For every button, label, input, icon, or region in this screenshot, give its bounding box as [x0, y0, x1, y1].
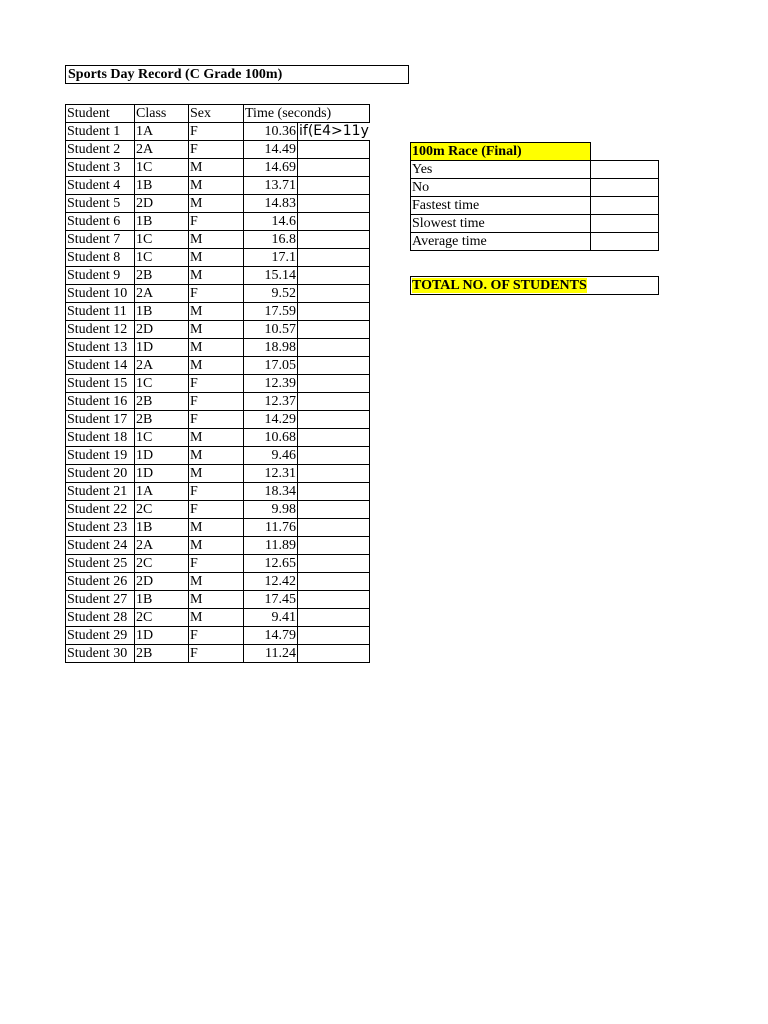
race-row-value[interactable]	[591, 161, 659, 179]
sex-cell[interactable]: F	[189, 483, 244, 501]
student-cell[interactable]: Student 5	[66, 195, 135, 213]
result-cell[interactable]	[298, 213, 370, 231]
total-row	[411, 277, 659, 295]
race-row-label[interactable]: Slowest time	[411, 215, 591, 233]
race-row-value[interactable]	[591, 197, 659, 215]
table-row	[66, 609, 370, 627]
table-row	[66, 303, 370, 321]
student-cell[interactable]: Student 18	[66, 429, 135, 447]
result-cell[interactable]	[298, 411, 370, 429]
class-cell[interactable]: 2B	[135, 393, 189, 411]
sex-cell[interactable]: F	[189, 213, 244, 231]
table-row	[66, 321, 370, 339]
race-row	[411, 179, 659, 197]
time-cell[interactable]: 11.24	[244, 645, 298, 663]
result-cell[interactable]	[298, 591, 370, 609]
table-row	[66, 123, 370, 141]
race-row	[411, 233, 659, 251]
table-row	[66, 555, 370, 573]
sex-cell[interactable]: M	[189, 177, 244, 195]
class-cell[interactable]: 1D	[135, 465, 189, 483]
class-cell[interactable]: 1D	[135, 447, 189, 465]
result-cell[interactable]	[298, 465, 370, 483]
race-row-label[interactable]: No	[411, 179, 591, 197]
sheet-title[interactable]: Sports Day Record (C Grade 100m)	[65, 65, 409, 84]
sex-cell[interactable]: M	[189, 573, 244, 591]
student-cell[interactable]: Student 7	[66, 231, 135, 249]
student-cell[interactable]: Student 20	[66, 465, 135, 483]
time-cell[interactable]: 17.05	[244, 357, 298, 375]
class-cell[interactable]: 1B	[135, 303, 189, 321]
total-students-label[interactable]	[411, 277, 659, 295]
class-cell[interactable]: 2C	[135, 555, 189, 573]
result-cell[interactable]	[298, 231, 370, 249]
table-row	[66, 285, 370, 303]
sex-cell[interactable]: F	[189, 123, 244, 141]
table-row	[66, 447, 370, 465]
student-cell[interactable]: Student 2	[66, 141, 135, 159]
race-heading-spacer	[591, 143, 659, 161]
table-row	[66, 429, 370, 447]
class-cell[interactable]: 1B	[135, 519, 189, 537]
table-row	[66, 357, 370, 375]
class-cell[interactable]: 2D	[135, 573, 189, 591]
class-cell[interactable]: 2A	[135, 141, 189, 159]
table-row	[66, 483, 370, 501]
class-cell[interactable]: 1C	[135, 231, 189, 249]
table-row	[66, 195, 370, 213]
result-cell[interactable]	[298, 573, 370, 591]
student-cell[interactable]: Student 23	[66, 519, 135, 537]
time-cell[interactable]: 10.68	[244, 429, 298, 447]
sex-cell[interactable]: M	[189, 249, 244, 267]
class-cell[interactable]: 2D	[135, 321, 189, 339]
table-row	[66, 159, 370, 177]
table-row	[66, 267, 370, 285]
student-cell[interactable]: Student 11	[66, 303, 135, 321]
result-cell[interactable]	[298, 501, 370, 519]
student-cell[interactable]: Student 6	[66, 213, 135, 231]
class-cell[interactable]: 1C	[135, 159, 189, 177]
class-cell[interactable]: 2B	[135, 645, 189, 663]
sex-cell[interactable]: F	[189, 375, 244, 393]
time-cell[interactable]: 9.41	[244, 609, 298, 627]
race-row-value[interactable]	[591, 215, 659, 233]
student-cell[interactable]: Student 24	[66, 537, 135, 555]
student-cell[interactable]: Student 4	[66, 177, 135, 195]
time-cell[interactable]: 14.69	[244, 159, 298, 177]
student-cell[interactable]: Student 29	[66, 627, 135, 645]
result-cell[interactable]	[298, 429, 370, 447]
class-cell[interactable]: 1B	[135, 591, 189, 609]
time-cell[interactable]: 14.83	[244, 195, 298, 213]
student-cell[interactable]: Student 8	[66, 249, 135, 267]
sex-cell[interactable]: M	[189, 231, 244, 249]
header-sex[interactable]: Sex	[189, 105, 244, 123]
class-cell[interactable]: 1A	[135, 483, 189, 501]
formula-cell[interactable]: if(E4>11y	[299, 123, 369, 139]
time-cell[interactable]: 12.39	[244, 375, 298, 393]
result-cell[interactable]	[298, 393, 370, 411]
class-cell[interactable]: 1C	[135, 429, 189, 447]
time-cell[interactable]: 17.59	[244, 303, 298, 321]
time-cell[interactable]: 14.49	[244, 141, 298, 159]
sex-cell[interactable]: M	[189, 339, 244, 357]
table-row	[66, 339, 370, 357]
class-cell[interactable]: 2B	[135, 267, 189, 285]
time-cell[interactable]: 17.45	[244, 591, 298, 609]
race-row-value[interactable]	[591, 233, 659, 251]
student-cell[interactable]: Student 22	[66, 501, 135, 519]
race-row	[411, 215, 659, 233]
sex-cell[interactable]: F	[189, 627, 244, 645]
sex-cell[interactable]: F	[189, 141, 244, 159]
student-cell[interactable]: Student 17	[66, 411, 135, 429]
table-row	[66, 591, 370, 609]
sex-cell[interactable]: F	[189, 393, 244, 411]
table-row	[66, 645, 370, 663]
table-row	[66, 393, 370, 411]
table-row	[66, 213, 370, 231]
time-cell[interactable]: 9.46	[244, 447, 298, 465]
student-times-table	[65, 104, 370, 663]
race-heading[interactable]: 100m Race (Final)	[411, 143, 591, 161]
sex-cell[interactable]: M	[189, 537, 244, 555]
class-cell[interactable]: 2B	[135, 411, 189, 429]
student-cell[interactable]: Student 30	[66, 645, 135, 663]
sex-cell[interactable]: M	[189, 447, 244, 465]
class-cell[interactable]: 2A	[135, 537, 189, 555]
time-cell[interactable]: 9.98	[244, 501, 298, 519]
time-cell[interactable]: 16.8	[244, 231, 298, 249]
result-cell[interactable]	[298, 159, 370, 177]
class-cell[interactable]: 1D	[135, 339, 189, 357]
result-cell[interactable]	[298, 609, 370, 627]
time-cell[interactable]: 15.14	[244, 267, 298, 285]
time-cell[interactable]: 9.52	[244, 285, 298, 303]
student-cell[interactable]: Student 13	[66, 339, 135, 357]
header-row	[66, 105, 370, 123]
sex-cell[interactable]: M	[189, 321, 244, 339]
time-cell[interactable]: 12.37	[244, 393, 298, 411]
class-cell[interactable]: 1C	[135, 249, 189, 267]
table-row	[66, 537, 370, 555]
class-cell[interactable]: 2C	[135, 501, 189, 519]
result-cell[interactable]	[298, 195, 370, 213]
race-row-label[interactable]: Yes	[411, 161, 591, 179]
sex-cell[interactable]: M	[189, 357, 244, 375]
student-cell[interactable]: Student 14	[66, 357, 135, 375]
result-cell[interactable]	[298, 303, 370, 321]
class-cell[interactable]: 2D	[135, 195, 189, 213]
result-cell[interactable]	[298, 519, 370, 537]
time-cell[interactable]: 12.42	[244, 573, 298, 591]
sex-cell[interactable]: M	[189, 429, 244, 447]
table-row	[66, 231, 370, 249]
class-cell[interactable]: 2C	[135, 609, 189, 627]
class-cell[interactable]: 1A	[135, 123, 189, 141]
student-cell[interactable]: Student 3	[66, 159, 135, 177]
sex-cell[interactable]: M	[189, 519, 244, 537]
race-row-label[interactable]: Fastest time	[411, 197, 591, 215]
race-row-label[interactable]: Average time	[411, 233, 591, 251]
student-cell[interactable]: Student 10	[66, 285, 135, 303]
sex-cell[interactable]: F	[189, 411, 244, 429]
time-cell[interactable]: 11.76	[244, 519, 298, 537]
student-cell[interactable]: Student 1	[66, 123, 135, 141]
student-cell[interactable]: Student 15	[66, 375, 135, 393]
time-cell[interactable]: 10.36	[244, 123, 298, 141]
table-row	[66, 411, 370, 429]
result-cell[interactable]	[298, 321, 370, 339]
result-cell[interactable]	[298, 339, 370, 357]
sex-cell[interactable]: M	[189, 159, 244, 177]
result-cell[interactable]	[298, 249, 370, 267]
table-row	[66, 375, 370, 393]
header-time[interactable]: Time (seconds)	[244, 105, 370, 123]
result-cell[interactable]	[298, 267, 370, 285]
time-cell[interactable]: 12.65	[244, 555, 298, 573]
table-row	[66, 249, 370, 267]
class-cell[interactable]: 1D	[135, 627, 189, 645]
result-cell[interactable]	[298, 537, 370, 555]
result-cell[interactable]	[298, 555, 370, 573]
student-cell[interactable]: Student 26	[66, 573, 135, 591]
header-student[interactable]: Student	[66, 105, 135, 123]
class-cell[interactable]: 1B	[135, 213, 189, 231]
result-cell[interactable]	[298, 141, 370, 159]
total-label-highlight: TOTAL NO. OF STUDENTS	[412, 278, 587, 293]
time-cell[interactable]: 11.89	[244, 537, 298, 555]
race-row-value[interactable]	[591, 179, 659, 197]
time-cell[interactable]: 12.31	[244, 465, 298, 483]
header-class[interactable]: Class	[135, 105, 189, 123]
table-row	[66, 141, 370, 159]
table-row	[66, 627, 370, 645]
race-row	[411, 197, 659, 215]
race-heading-row	[411, 143, 659, 161]
race-row	[411, 161, 659, 179]
sex-cell[interactable]: M	[189, 609, 244, 627]
sex-cell[interactable]: F	[189, 555, 244, 573]
result-cell[interactable]	[298, 645, 370, 663]
result-cell[interactable]	[298, 177, 370, 195]
sex-cell[interactable]: M	[189, 303, 244, 321]
sex-cell[interactable]: F	[189, 285, 244, 303]
class-cell[interactable]: 1C	[135, 375, 189, 393]
class-cell[interactable]: 1B	[135, 177, 189, 195]
time-cell[interactable]: 13.71	[244, 177, 298, 195]
time-cell[interactable]: 10.57	[244, 321, 298, 339]
time-cell[interactable]: 17.1	[244, 249, 298, 267]
sex-cell[interactable]: F	[189, 501, 244, 519]
table-row	[66, 573, 370, 591]
result-cell[interactable]	[298, 627, 370, 645]
student-cell[interactable]: Student 19	[66, 447, 135, 465]
student-cell[interactable]: Student 12	[66, 321, 135, 339]
class-cell[interactable]: 2A	[135, 285, 189, 303]
student-cell[interactable]: Student 21	[66, 483, 135, 501]
time-cell[interactable]: 18.98	[244, 339, 298, 357]
table-row	[66, 465, 370, 483]
time-cell[interactable]: 14.6	[244, 213, 298, 231]
sex-cell[interactable]: M	[189, 195, 244, 213]
result-cell[interactable]	[298, 285, 370, 303]
table-row	[66, 501, 370, 519]
time-cell[interactable]: 14.79	[244, 627, 298, 645]
class-cell[interactable]: 2A	[135, 357, 189, 375]
sex-cell[interactable]: M	[189, 591, 244, 609]
table-row	[66, 177, 370, 195]
sex-cell[interactable]: M	[189, 465, 244, 483]
total-students-table	[410, 276, 659, 295]
result-cell[interactable]	[298, 357, 370, 375]
time-cell[interactable]: 18.34	[244, 483, 298, 501]
student-cell[interactable]: Student 25	[66, 555, 135, 573]
student-cell[interactable]: Student 16	[66, 393, 135, 411]
result-cell[interactable]	[298, 483, 370, 501]
time-cell[interactable]: 14.29	[244, 411, 298, 429]
race-summary-table	[410, 142, 659, 251]
result-cell[interactable]	[298, 447, 370, 465]
student-cell[interactable]: Student 27	[66, 591, 135, 609]
table-row	[66, 519, 370, 537]
result-cell[interactable]	[298, 375, 370, 393]
sex-cell[interactable]: M	[189, 267, 244, 285]
sex-cell[interactable]: F	[189, 645, 244, 663]
student-cell[interactable]: Student 9	[66, 267, 135, 285]
student-cell[interactable]: Student 28	[66, 609, 135, 627]
